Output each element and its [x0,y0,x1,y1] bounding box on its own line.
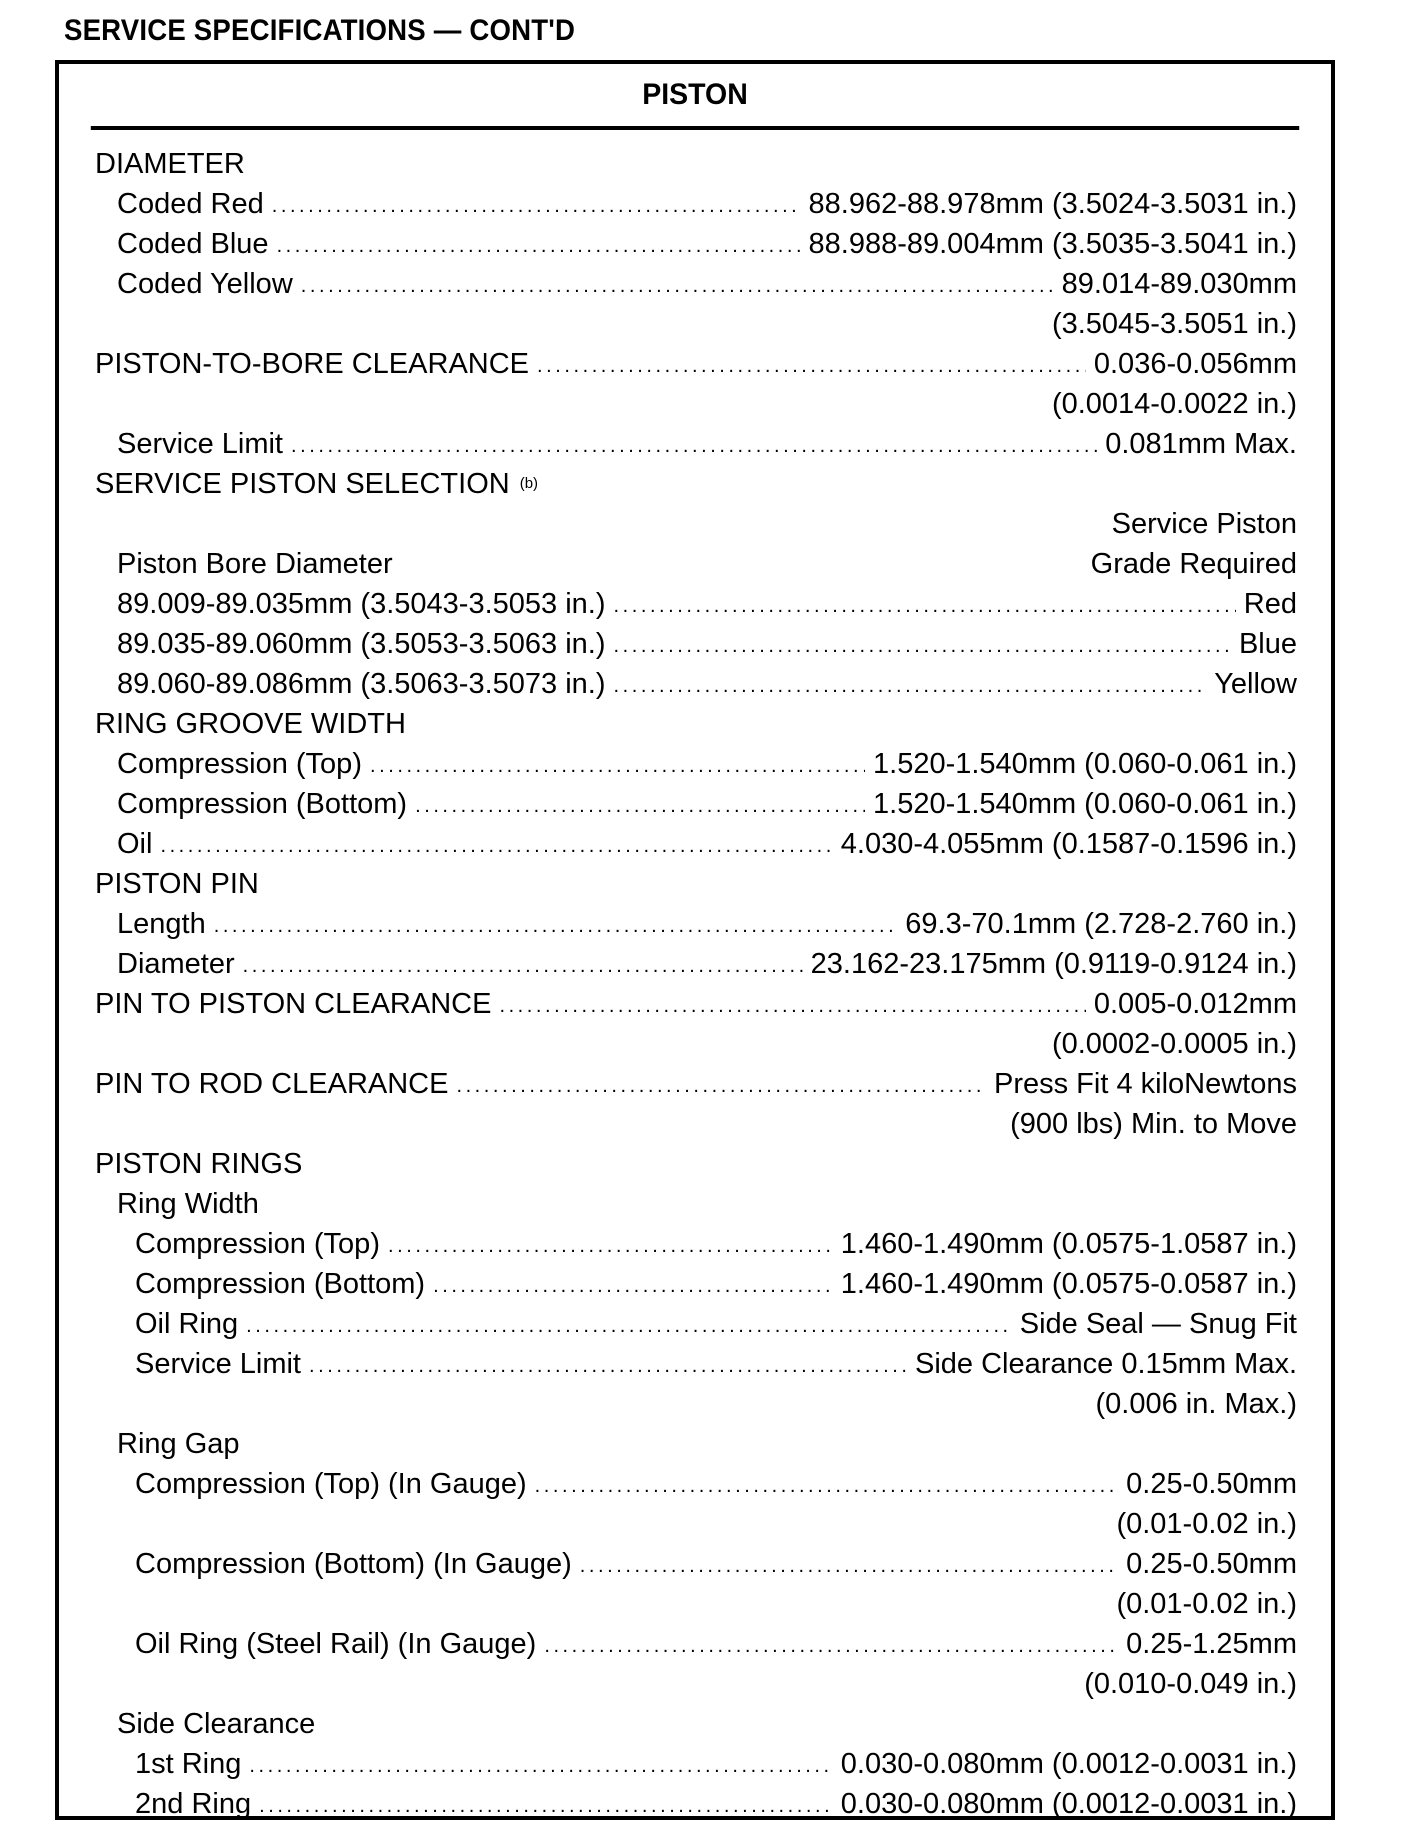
section-heading: PISTON PIN [95,868,259,900]
spec-label: PIN TO ROD CLEARANCE [95,1068,449,1100]
spec-row [59,224,1331,264]
section-heading-row [59,704,1331,744]
spec-row [59,1224,1331,1264]
section-heading-row [59,1144,1331,1184]
section-heading: DIAMETER [95,148,245,180]
spec-row [59,1264,1331,1304]
spec-label: 1st Ring [135,1748,242,1780]
section-heading: PISTON RINGS [95,1148,303,1180]
spec-row [59,784,1331,824]
spec-value: (900 lbs) Min. to Move [1010,1108,1297,1140]
dot-leader [613,624,1230,664]
spec-continuation-row [59,1104,1331,1144]
spec-value: Service Piston [1111,508,1297,540]
spec-row [59,1624,1331,1664]
spec-rows [59,130,1331,1824]
spec-label: PIN TO PISTON CLEARANCE [95,988,492,1020]
spec-value: Side Seal — Snug Fit [1019,1308,1297,1340]
section-heading: Ring Width [117,1188,259,1220]
spec-value: 0.25-0.50mm [1126,1548,1297,1580]
dot-leader [388,1224,833,1264]
spec-label: Service Limit [135,1348,301,1380]
spec-label: Length [117,908,206,940]
section-heading-row [59,864,1331,904]
dot-leader [544,1624,1118,1664]
spec-label: Oil Ring (Steel Rail) (In Gauge) [135,1628,537,1660]
spec-row [59,1344,1331,1384]
dot-leader [301,264,1054,304]
spec-label: Compression (Bottom) [135,1268,426,1300]
spec-label: 89.035-89.060mm (3.5053-3.5063 in.) [117,628,606,660]
section-heading-row: SERVICE PISTON SELECTION (b) [59,464,1331,504]
spec-row [59,744,1331,784]
spec-label: Coded Yellow [117,268,293,300]
piston-spec-table [55,60,1335,1820]
spec-row [59,904,1331,944]
page-heading: SERVICE SPECIFICATIONS — CONT'D [64,14,576,47]
spec-label: Oil [117,828,153,860]
dot-leader [309,1344,907,1384]
spec-label: Service Limit [117,428,283,460]
section-heading-row [59,1704,1331,1744]
spec-label: Diameter [117,948,235,980]
spec-row [59,544,1331,584]
spec-row [59,664,1331,704]
spec-continuation-row [59,304,1331,344]
spec-value: (0.0014-0.0022 in.) [1051,388,1297,420]
dot-leader [243,944,803,984]
spec-value: Red [1243,588,1297,620]
dot-leader [537,344,1086,384]
spec-row [59,1784,1331,1824]
dot-leader [246,1304,1012,1344]
spec-row [59,1464,1331,1504]
spec-value: 0.036-0.056mm [1093,348,1297,380]
spec-row [59,824,1331,864]
spec-value: 0.005-0.012mm [1093,988,1297,1020]
spec-label: Piston Bore Diameter [117,548,393,580]
dot-leader [613,584,1235,624]
dot-leader [580,1544,1118,1584]
spec-label: Compression (Top) (In Gauge) [135,1468,527,1500]
spec-value: 4.030-4.055mm (0.1587-0.1596 in.) [840,828,1297,860]
spec-continuation-row [59,384,1331,424]
spec-label: 89.060-89.086mm (3.5063-3.5073 in.) [117,668,606,700]
spec-continuation-row [59,1384,1331,1424]
spec-row [59,944,1331,984]
spec-row [59,624,1331,664]
spec-continuation-row [59,504,1331,544]
table-title: PISTON [91,64,1299,130]
spec-value: 69.3-70.1mm (2.728-2.760 in.) [905,908,1297,940]
spec-row [59,1544,1331,1584]
spec-label: Compression (Bottom) (In Gauge) [135,1548,572,1580]
spec-value: 0.25-0.50mm [1126,1468,1297,1500]
spec-value: 23.162-23.175mm (0.9119-0.9124 in.) [810,948,1297,980]
spec-value: 1.460-1.490mm (0.0575-1.0587 in.) [840,1228,1297,1260]
spec-continuation-row [59,1664,1331,1704]
section-heading-row [59,1184,1331,1224]
spec-value: Press Fit 4 kiloNewtons [994,1068,1297,1100]
spec-value: 0.030-0.080mm (0.0012-0.0031 in.) [840,1748,1297,1780]
spec-value: 0.081mm Max. [1105,428,1297,460]
dot-leader [456,1064,986,1104]
dot-leader [291,424,1097,464]
section-heading-row [59,1424,1331,1464]
spec-row [59,344,1331,384]
spec-label: Coded Red [117,188,264,220]
spec-value: (0.010-0.049 in.) [1084,1668,1297,1700]
dot-leader [535,1464,1118,1504]
spec-row [59,984,1331,1024]
spec-value: Grade Required [1090,548,1297,580]
dot-leader [433,1264,833,1304]
spec-value: 0.25-1.25mm [1126,1628,1297,1660]
dot-leader [272,184,801,224]
spec-value: (0.006 in. Max.) [1095,1388,1297,1420]
spec-value: Yellow [1214,668,1297,700]
section-heading: RING GROOVE WIDTH [95,708,406,740]
spec-value: Side Clearance 0.15mm Max. [915,1348,1297,1380]
spec-row [59,184,1331,224]
section-heading: Ring Gap [117,1428,240,1460]
spec-value: 89.014-89.030mm [1061,268,1297,300]
spec-value: 0.030-0.080mm (0.0012-0.0031 in.) [840,1788,1297,1820]
dot-leader [160,824,832,864]
dot-leader [613,664,1206,704]
section-heading: Side Clearance [117,1708,316,1740]
spec-row [59,1064,1331,1104]
spec-label: Coded Blue [117,228,269,260]
spec-label: Compression (Bottom) [117,788,408,820]
dot-leader [499,984,1085,1024]
spec-label: Compression (Top) [117,748,362,780]
dot-leader [415,784,865,824]
spec-continuation-row [59,1584,1331,1624]
spec-label: PISTON-TO-BORE CLEARANCE [95,348,530,380]
spec-value: 88.988-89.004mm (3.5035-3.5041 in.) [808,228,1297,260]
dot-leader [214,904,898,944]
spec-value: 1.520-1.540mm (0.060-0.061 in.) [873,748,1297,780]
spec-continuation-row [59,1504,1331,1544]
spec-label: 89.009-89.035mm (3.5043-3.5053 in.) [117,588,606,620]
spec-value: (0.01-0.02 in.) [1116,1508,1297,1540]
spec-row [59,1744,1331,1784]
dot-leader [259,1784,833,1824]
spec-value: (3.5045-3.5051 in.) [1051,308,1297,340]
spec-row [59,424,1331,464]
spec-value: Blue [1238,628,1297,660]
spec-continuation-row [59,1024,1331,1064]
spec-label: Oil Ring [135,1308,239,1340]
spec-value: 1.520-1.540mm (0.060-0.061 in.) [873,788,1297,820]
spec-label: Compression (Top) [135,1228,380,1260]
section-heading-row [59,144,1331,184]
dot-leader [370,744,865,784]
spec-value: 88.962-88.978mm (3.5024-3.5031 in.) [808,188,1297,220]
spec-value: (0.0002-0.0005 in.) [1051,1028,1297,1060]
spec-row [59,584,1331,624]
spec-value: (0.01-0.02 in.) [1116,1588,1297,1620]
dot-leader [249,1744,832,1784]
spec-row [59,264,1331,304]
spec-row [59,1304,1331,1344]
spec-label: 2nd Ring [135,1788,252,1820]
section-heading: SERVICE PISTON SELECTION [95,468,510,500]
spec-value: 1.460-1.490mm (0.0575-0.0587 in.) [840,1268,1297,1300]
dot-leader [277,224,801,264]
